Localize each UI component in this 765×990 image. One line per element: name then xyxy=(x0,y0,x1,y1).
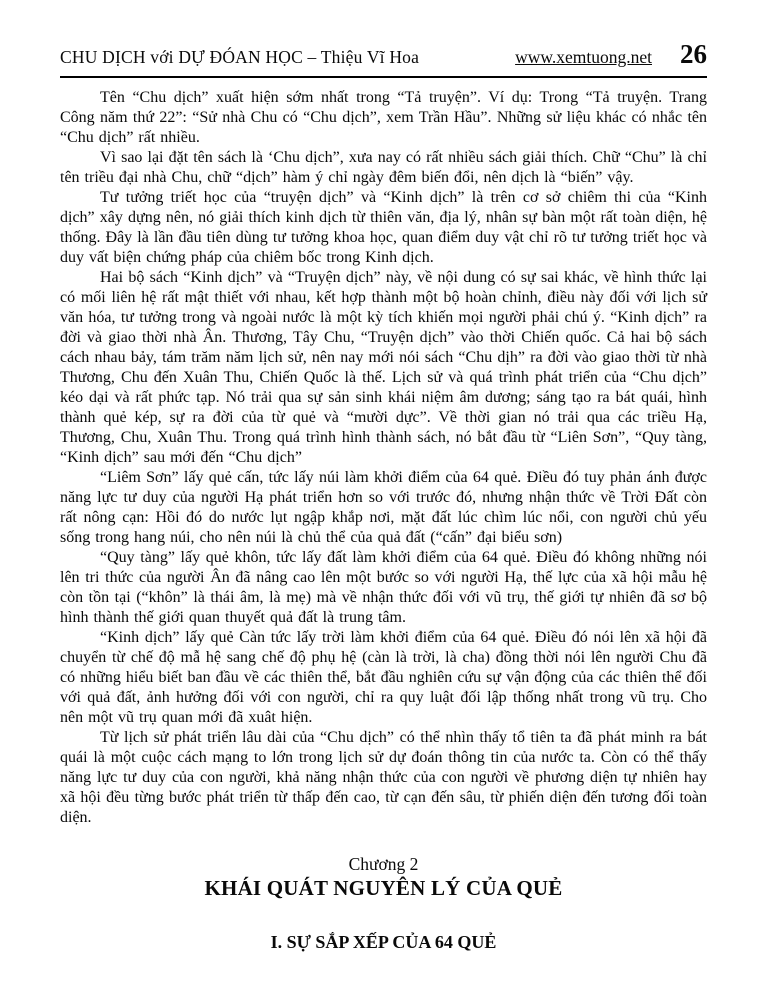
paragraph-4: Hai bộ sách “Kinh dịch” và “Truyện dịch” này, về nội dung có sự sai khác, về hình thức lại có mối liên hệ rất mật thiết với nhau, kết hợp thành một bộ hoàn chỉnh, điều này đối với lịch sử văn hóa, tư tưởng trong và ngoài nước là một kỳ tích khiến mọi người phải chú ý. “Kinh dịch” ra đời và giao thời nhà Ân. Thương, Tây Chu, “Truyện dịch” vào thời Chiến quốc. Cả hai bộ sách cách nhau bảy, tám trăm năm lịch sử, nên nay mới nói sách “Chu dịh” ra đời vào giao thời từ nhà Thương, Chu đến Xuân Thu, Chiến Quốc là thế. Lịch sử và quá trình phát triển của “Chu dịch” kéo dại và rất phức tạp. Nó trải qua sự sản sinh khái niệm âm dương; sáng tạo ra bát quái, hình thành quẻ kép, sự ra đời của từ quẻ và “mười dực”. Về thời gian nó trải qua các triều Hạ, Thương, Chu, Xuân Thu. Trong quá trình hình thành sách, nó bắt đầu từ “Liên Sơn”, “Quy tàng, “Kinh dịch” sau mới đến “Chu dịch” xyxy=(60,269,707,466)
paragraph-3: Tư tưởng triết học của “truyện dịch” và “Kinh dịch” là trên cơ sở chiêm thi của “Kinh dịch” xây dựng nên, nó giải thích kinh dịch từ thiên văn, địa lý, nhân sự bàn một rất toàn diện, hệ thống. Đây là lần đầu tiên dùng tư tưởng khoa học, quan điểm duy vật chỉ rõ tư tưởng triết học và duy vất biện chứng pháp của chiêm bốc trong Kinh dịch. xyxy=(60,189,707,266)
chapter-heading-block xyxy=(60,854,707,953)
paragraph-5: “Liêm Sơn” lấy quẻ cấn, tức lấy núi làm khởi điểm của 64 quẻ. Điều đó tuy phản ánh được năng lực tư duy của người Hạ phát triển hơn so với trước đó, nhưng nhận thức về Trời Đất còn rất nông cạn: Hồi đó do nước lụt ngập khắp nơi, mặt đất lúc chìm lúc nổi, con người chủ yếu sống trong hang núi, cho nên núi là chủ thể của quả đất (“cấn” đại biểu sơn) xyxy=(60,469,707,546)
body-text xyxy=(60,88,707,828)
page-number: 26 xyxy=(680,39,707,69)
paragraph-7: “Kinh dịch” lấy quẻ Càn tức lấy trời làm khởi điểm của 64 quẻ. Điều đó nói lên xã hội đã chuyển từ chế độ mẫ hệ sang chế độ phụ hệ (càn là trời, là cha) đồng thời nói lên người Chu đã có những hiểu biết ban đầu về các thiên thể, bắt đầu nghiên cứu sự vận động của các thiên thể đối với quả đất, ảnh hưởng đối với con người, chỉ ra quy luật đối lập thống nhất trong vũ trụ. Cho nên một vũ trụ quan mới đã xuât hiện. xyxy=(60,629,707,726)
paragraph-1: Tên “Chu dịch” xuất hiện sớm nhất trong “Tả truyện”. Ví dụ: Trong “Tả truyện. Trang Công năm thứ 22”: “Sử nhà Chu có “Chu dịch”, xem Trần Hầu”. Những sử liệu khác có nhắc tên “Chu dịch” rất nhiều. xyxy=(60,89,707,146)
website-link[interactable]: www.xemtuong.net xyxy=(515,47,652,67)
page-header xyxy=(60,39,707,78)
book-title: CHU DỊCH với DỰ ĐÓAN HỌC – Thiệu Vĩ Hoa xyxy=(60,47,420,67)
paragraph-2: Vì sao lại đặt tên sách là ‘Chu dịch”, xưa nay có rất nhiều sách giải thích. Chữ “Chu” là chỉ tên triều đại nhà Chu, chữ “dịch” hàm ý chỉ ngày đêm biến đổi, nên dịch là “biến” vậy. xyxy=(60,149,707,186)
paragraph-6: “Quy tàng” lấy quẻ khôn, tức lấy đất làm khởi điểm của 64 quẻ. Điều đó không những nói lên tri thức của người Ân đã nâng cao lên một bước so với người Hạ, thế lực của xã hội mẫu hệ còn tồn tại (“khôn” là thái âm, là mẹ) mà về nhận thức đối với vũ trụ, thế giới tự nhiên đã sơ bộ hình thành thế giới quan thuyết quả đất là trung tâm. xyxy=(60,549,707,626)
paragraph-8: Từ lịch sử phát triển lâu dài của “Chu dịch” có thể nhìn thấy tổ tiên ta đã phát minh ra bát quái là một cuộc cách mạng to lớn trong lịch sử dự đoán thông tin của nước ta. Còn có thể thấy năng lực tư duy của con người, khả năng nhận thức của con người về phương diện tự nhiên hay xã hội đều từng bước phát triển từ thấp đến cao, từ cạn đến sâu, từ phiến diện đến tương đối toàn diện. xyxy=(60,729,707,826)
chapter-title: KHÁI QUÁT NGUYÊN LÝ CỦA QUẺ xyxy=(204,876,563,900)
chapter-label: Chương 2 xyxy=(348,854,419,874)
section-title: I. SỰ SẮP XẾP CỦA 64 QUẺ xyxy=(270,932,497,952)
